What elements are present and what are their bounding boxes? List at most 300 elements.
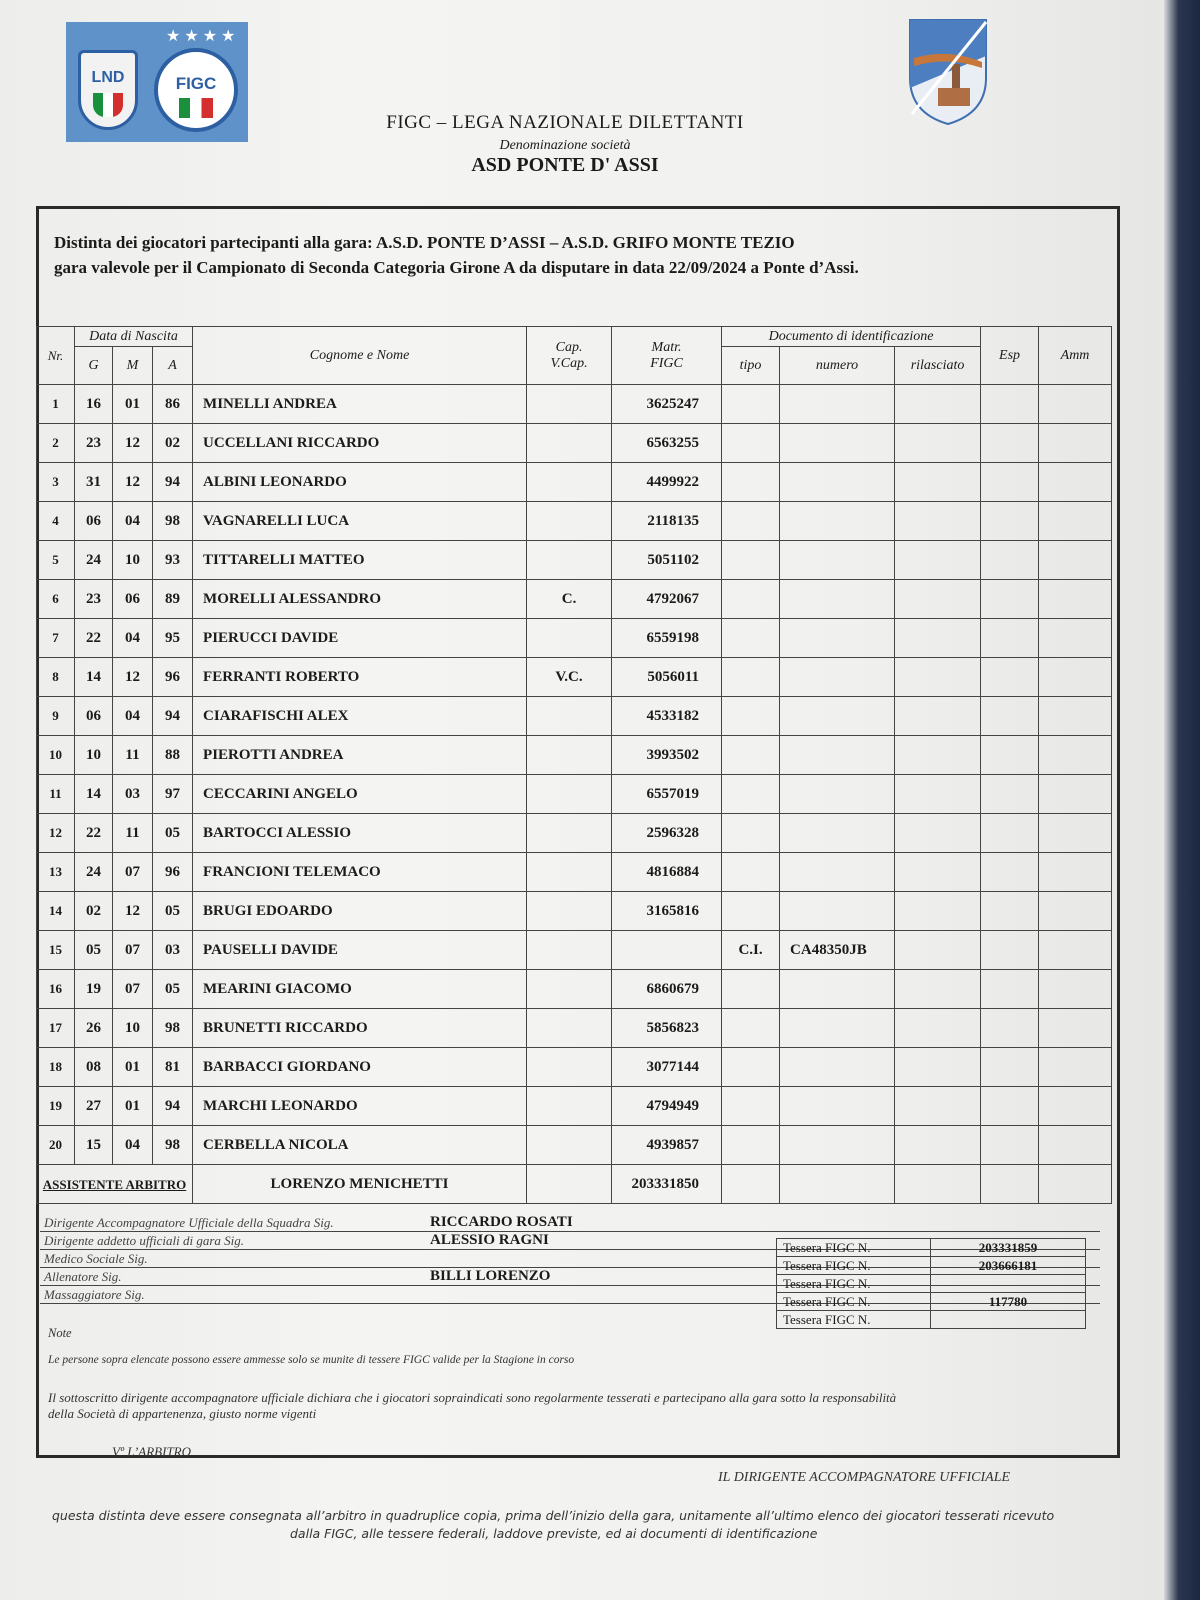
tessera-label: Tessera FIGC N. (777, 1311, 931, 1329)
player-name: PAUSELLI DAVIDE (193, 931, 527, 970)
player-nr: 1 (37, 385, 75, 424)
col-rilasciato: rilasciato (895, 347, 981, 385)
player-name: FRANCIONI TELEMACO (193, 853, 527, 892)
col-m: M (113, 347, 153, 385)
player-nr: 10 (37, 736, 75, 775)
club-crest-icon (908, 18, 988, 126)
doc-number (780, 580, 895, 619)
birth-month: 01 (113, 1087, 153, 1126)
player-nr: 20 (37, 1126, 75, 1165)
tessera-value (931, 1311, 1086, 1329)
esp-cell (981, 619, 1039, 658)
doc-issued (895, 463, 981, 502)
doc-type (722, 853, 780, 892)
doc-type (722, 775, 780, 814)
table-row (37, 502, 1112, 541)
player-matr: 4792067 (612, 580, 722, 619)
birth-month: 03 (113, 775, 153, 814)
doc-type: C.I. (722, 931, 780, 970)
assistente-name: LORENZO MENICHETTI (193, 1165, 527, 1204)
amm-cell (1039, 736, 1112, 775)
birth-year: 94 (153, 463, 193, 502)
doc-type (722, 502, 780, 541)
birth-month: 04 (113, 619, 153, 658)
birth-month: 01 (113, 1048, 153, 1087)
col-data-nascita: Data di Nascita (75, 327, 193, 347)
player-matr: 4499922 (612, 463, 722, 502)
birth-month: 07 (113, 931, 153, 970)
amm-cell (1039, 1009, 1112, 1048)
birth-month: 12 (113, 424, 153, 463)
captain-mark (527, 424, 612, 463)
player-matr: 6563255 (612, 424, 722, 463)
esp-cell (981, 775, 1039, 814)
player-nr: 5 (37, 541, 75, 580)
doc-type (722, 424, 780, 463)
doc-issued (895, 1126, 981, 1165)
amm-cell (1039, 697, 1112, 736)
staff-row (40, 1214, 1100, 1232)
tessera-value: 203666181 (931, 1257, 1086, 1275)
captain-mark (527, 1009, 612, 1048)
players-body (37, 385, 1112, 1165)
player-matr: 4794949 (612, 1087, 722, 1126)
amm-cell (1039, 970, 1112, 1009)
esp-cell (981, 580, 1039, 619)
player-name: CERBELLA NICOLA (193, 1126, 527, 1165)
doc-number (780, 970, 895, 1009)
captain-mark: V.C. (527, 658, 612, 697)
stars-icon: ★★★★ (166, 28, 240, 45)
doc-number (780, 541, 895, 580)
tessera-value (931, 1275, 1086, 1293)
col-a: A (153, 347, 193, 385)
note-label: Note (48, 1326, 72, 1340)
doc-number (780, 424, 895, 463)
tessera-row (777, 1239, 1086, 1257)
esp-cell (981, 658, 1039, 697)
birth-day: 22 (75, 814, 113, 853)
staff-value: RICCARDO ROSATI (430, 1214, 573, 1230)
birth-day: 24 (75, 853, 113, 892)
staff-label: Dirigente Accompagnatore Ufficiale della Squadra Sig. (44, 1215, 334, 1230)
player-matr: 2596328 (612, 814, 722, 853)
player-name: UCCELLANI RICCARDO (193, 424, 527, 463)
birth-day: 23 (75, 580, 113, 619)
page-edge-shadow (1164, 0, 1200, 1600)
birth-month: 04 (113, 502, 153, 541)
cap-label: Cap. (555, 339, 583, 355)
col-cap (527, 327, 612, 385)
doc-number (780, 736, 895, 775)
table-row (37, 970, 1112, 1009)
table-header-row (37, 327, 1112, 347)
birth-day: 31 (75, 463, 113, 502)
player-nr: 7 (37, 619, 75, 658)
birth-month: 10 (113, 1009, 153, 1048)
consegna-line-1: questa distinta deve essere consegnata all’arbitro in quadruplice copia, prima dell’inizio della gara, unitamente all’ultimo elenco dei giocatori tesserati ricevuto (52, 1508, 1055, 1523)
amm-cell (1039, 502, 1112, 541)
esp-cell (981, 1126, 1039, 1165)
doc-issued (895, 775, 981, 814)
table-row (37, 814, 1112, 853)
doc-issued (895, 658, 981, 697)
doc-type (722, 814, 780, 853)
doc-type (722, 892, 780, 931)
table-row (37, 1009, 1112, 1048)
birth-year: 05 (153, 814, 193, 853)
doc-number (780, 463, 895, 502)
player-name: BARBACCI GIORDANO (193, 1048, 527, 1087)
esp-cell (981, 892, 1039, 931)
esp-cell (981, 385, 1039, 424)
birth-day: 06 (75, 697, 113, 736)
player-nr: 16 (37, 970, 75, 1009)
player-matr: 4533182 (612, 697, 722, 736)
doc-type (722, 541, 780, 580)
tessere-table (776, 1238, 1086, 1329)
player-name: PIEROTTI ANDREA (193, 736, 527, 775)
doc-issued (895, 814, 981, 853)
captain-mark (527, 814, 612, 853)
table-row (37, 853, 1112, 892)
captain-mark: C. (527, 580, 612, 619)
doc-issued (895, 853, 981, 892)
col-tipo: tipo (722, 347, 780, 385)
player-nr: 13 (37, 853, 75, 892)
birth-day: 24 (75, 541, 113, 580)
player-matr: 5856823 (612, 1009, 722, 1048)
esp-cell (981, 1009, 1039, 1048)
player-matr: 6860679 (612, 970, 722, 1009)
amm-cell (1039, 1048, 1112, 1087)
player-matr: 3625247 (612, 385, 722, 424)
staff-value: BILLI LORENZO (430, 1268, 551, 1284)
player-matr: 4939857 (612, 1126, 722, 1165)
birth-year: 89 (153, 580, 193, 619)
table-row (37, 658, 1112, 697)
doc-number (780, 775, 895, 814)
doc-number (780, 697, 895, 736)
doc-issued (895, 424, 981, 463)
doc-type (722, 1048, 780, 1087)
birth-year: 05 (153, 970, 193, 1009)
birth-year: 86 (153, 385, 193, 424)
doc-issued (895, 697, 981, 736)
birth-day: 22 (75, 619, 113, 658)
amm-cell (1039, 853, 1112, 892)
tessera-label: Tessera FIGC N. (777, 1257, 931, 1275)
birth-month: 06 (113, 580, 153, 619)
doc-issued (895, 736, 981, 775)
doc-number (780, 853, 895, 892)
player-matr: 5051102 (612, 541, 722, 580)
player-matr: 5056011 (612, 658, 722, 697)
birth-year: 98 (153, 502, 193, 541)
captain-mark (527, 1048, 612, 1087)
player-matr: 3077144 (612, 1048, 722, 1087)
player-name: ALBINI LEONARDO (193, 463, 527, 502)
table-row (37, 697, 1112, 736)
vcap-label: V.Cap. (550, 355, 588, 371)
amm-cell (1039, 619, 1112, 658)
col-g: G (75, 347, 113, 385)
table-row (37, 1087, 1112, 1126)
player-nr: 6 (37, 580, 75, 619)
birth-year: 95 (153, 619, 193, 658)
birth-month: 12 (113, 892, 153, 931)
birth-year: 94 (153, 697, 193, 736)
birth-day: 26 (75, 1009, 113, 1048)
birth-year: 96 (153, 853, 193, 892)
player-name: TITTARELLI MATTEO (193, 541, 527, 580)
amm-cell (1039, 658, 1112, 697)
amm-cell (1039, 931, 1112, 970)
amm-cell (1039, 1087, 1112, 1126)
player-name: BRUGI EDOARDO (193, 892, 527, 931)
player-matr: 6557019 (612, 775, 722, 814)
doc-number (780, 1087, 895, 1126)
player-nr: 17 (37, 1009, 75, 1048)
figc-text: FIGC (175, 74, 217, 93)
birth-day: 14 (75, 775, 113, 814)
player-matr: 4816884 (612, 853, 722, 892)
col-documento: Documento di identificazione (722, 327, 981, 347)
esp-cell (981, 736, 1039, 775)
doc-issued (895, 541, 981, 580)
birth-day: 08 (75, 1048, 113, 1087)
doc-type (722, 385, 780, 424)
player-name: FERRANTI ROBERTO (193, 658, 527, 697)
staff-label: Massaggiatore Sig. (44, 1287, 145, 1302)
esp-cell (981, 541, 1039, 580)
birth-month: 04 (113, 697, 153, 736)
player-nr: 2 (37, 424, 75, 463)
birth-day: 02 (75, 892, 113, 931)
doc-number (780, 619, 895, 658)
doc-number: CA48350JB (780, 931, 895, 970)
player-nr: 9 (37, 697, 75, 736)
doc-type (722, 736, 780, 775)
player-name: CECCARINI ANGELO (193, 775, 527, 814)
table-row (37, 541, 1112, 580)
player-nr: 3 (37, 463, 75, 502)
societa-name: ASD PONTE D' ASSI (471, 154, 659, 176)
player-nr: 12 (37, 814, 75, 853)
table-row (37, 619, 1112, 658)
persone-note: Le persone sopra elencate possono essere ammesse solo se munite di tessere FIGC valide per la Stagione in corso (48, 1354, 575, 1366)
birth-day: 16 (75, 385, 113, 424)
birth-year: 97 (153, 775, 193, 814)
assistente-matr: 203331850 (612, 1165, 722, 1204)
birth-month: 12 (113, 463, 153, 502)
birth-month: 04 (113, 1126, 153, 1165)
esp-cell (981, 1087, 1039, 1126)
doc-type (722, 697, 780, 736)
intro-line-1: Distinta dei giocatori partecipanti alla gara: A.S.D. PONTE D’ASSI – A.S.D. GRIFO MONTE TEZIO (54, 233, 795, 252)
captain-mark (527, 892, 612, 931)
doc-number (780, 814, 895, 853)
player-name: BRUNETTI RICCARDO (193, 1009, 527, 1048)
amm-cell (1039, 580, 1112, 619)
player-name: BARTOCCI ALESSIO (193, 814, 527, 853)
birth-year: 94 (153, 1087, 193, 1126)
table-row (37, 463, 1112, 502)
arbitro-signature-label: Vº L’ARBITRO (112, 1444, 192, 1459)
doc-type (722, 658, 780, 697)
doc-number (780, 1048, 895, 1087)
birth-year: 98 (153, 1009, 193, 1048)
birth-month: 10 (113, 541, 153, 580)
captain-mark (527, 931, 612, 970)
dichiarazione-line-1: Il sottoscritto dirigente accompagnatore ufficiale dichiara che i giocatori sopraindicati sono regolarmente tesserati e partecipano alla gara sotto la responsabilità (48, 1390, 897, 1405)
esp-cell (981, 853, 1039, 892)
player-name: MINELLI ANDREA (193, 385, 527, 424)
consegna-line-2: dalla FIGC, alle tessere federali, laddove previste, ed ai documenti di identificazione (290, 1526, 818, 1541)
amm-cell (1039, 463, 1112, 502)
col-numero: numero (780, 347, 895, 385)
amm-cell (1039, 892, 1112, 931)
amm-cell (1039, 775, 1112, 814)
birth-month: 11 (113, 814, 153, 853)
assistente-row (37, 1165, 1112, 1204)
doc-issued (895, 580, 981, 619)
birth-year: 05 (153, 892, 193, 931)
player-matr: 6559198 (612, 619, 722, 658)
captain-mark (527, 502, 612, 541)
birth-day: 23 (75, 424, 113, 463)
player-nr: 11 (37, 775, 75, 814)
birth-day: 14 (75, 658, 113, 697)
doc-type (722, 970, 780, 1009)
birth-month: 11 (113, 736, 153, 775)
birth-day: 10 (75, 736, 113, 775)
doc-number (780, 1009, 895, 1048)
player-name: VAGNARELLI LUCA (193, 502, 527, 541)
table-row (37, 1126, 1112, 1165)
captain-mark (527, 619, 612, 658)
table-row (37, 736, 1112, 775)
staff-label: Dirigente addetto ufficiali di gara Sig. (44, 1233, 245, 1248)
birth-year: 81 (153, 1048, 193, 1087)
table-row (37, 1048, 1112, 1087)
esp-cell (981, 931, 1039, 970)
col-esp: Esp (981, 327, 1039, 385)
tessera-row (777, 1293, 1086, 1311)
doc-issued (895, 385, 981, 424)
lnd-text: LND (91, 69, 125, 86)
birth-month: 07 (113, 853, 153, 892)
captain-mark (527, 1087, 612, 1126)
doc-number (780, 892, 895, 931)
player-nr: 15 (37, 931, 75, 970)
birth-year: 88 (153, 736, 193, 775)
player-name: MEARINI GIACOMO (193, 970, 527, 1009)
dichiarazione-line-2: della Società di appartenenza, giusto norme vigenti (48, 1406, 317, 1421)
col-amm: Amm (1039, 327, 1112, 385)
table-row (37, 424, 1112, 463)
doc-type (722, 1087, 780, 1126)
assistente-label: ASSISTENTE ARBITRO (37, 1165, 193, 1204)
esp-cell (981, 1048, 1039, 1087)
birth-year: 93 (153, 541, 193, 580)
birth-year: 02 (153, 424, 193, 463)
doc-issued (895, 1048, 981, 1087)
birth-month: 01 (113, 385, 153, 424)
player-name: MORELLI ALESSANDRO (193, 580, 527, 619)
figc-label: FIGC (650, 355, 683, 371)
amm-cell (1039, 385, 1112, 424)
birth-month: 07 (113, 970, 153, 1009)
player-nr: 4 (37, 502, 75, 541)
player-name: MARCHI LEONARDO (193, 1087, 527, 1126)
doc-issued (895, 970, 981, 1009)
player-matr (612, 931, 722, 970)
captain-mark (527, 736, 612, 775)
doc-issued (895, 502, 981, 541)
birth-year: 98 (153, 1126, 193, 1165)
captain-mark (527, 853, 612, 892)
player-nr: 8 (37, 658, 75, 697)
tessera-row (777, 1257, 1086, 1275)
player-name: CIARAFISCHI ALEX (193, 697, 527, 736)
intro-line-2: gara valevole per il Campionato di Seconda Categoria Girone A da disputare in data 22/09/2024 a Ponte d’Assi. (54, 258, 859, 277)
player-matr: 3165816 (612, 892, 722, 931)
doc-type (722, 619, 780, 658)
birth-day: 15 (75, 1126, 113, 1165)
esp-cell (981, 502, 1039, 541)
birth-day: 06 (75, 502, 113, 541)
doc-type (722, 580, 780, 619)
tessera-label: Tessera FIGC N. (777, 1275, 931, 1293)
doc-number (780, 502, 895, 541)
col-matr (612, 327, 722, 385)
captain-mark (527, 385, 612, 424)
col-nr: Nr. (37, 327, 75, 385)
player-name: PIERUCCI DAVIDE (193, 619, 527, 658)
captain-mark (527, 970, 612, 1009)
org-title: FIGC – LEGA NAZIONALE DILETTANTI (386, 112, 744, 133)
player-nr: 14 (37, 892, 75, 931)
doc-type (722, 1126, 780, 1165)
esp-cell (981, 463, 1039, 502)
birth-day: 05 (75, 931, 113, 970)
amm-cell (1039, 541, 1112, 580)
doc-issued (895, 1087, 981, 1126)
table-row (37, 580, 1112, 619)
amm-cell (1039, 424, 1112, 463)
doc-issued (895, 1009, 981, 1048)
captain-mark (527, 541, 612, 580)
tessera-label: Tessera FIGC N. (777, 1239, 931, 1257)
matr-label: Matr. (651, 339, 682, 355)
doc-number (780, 658, 895, 697)
doc-issued (895, 892, 981, 931)
captain-mark (527, 697, 612, 736)
birth-day: 27 (75, 1087, 113, 1126)
table-row (37, 775, 1112, 814)
staff-label: Allenatore Sig. (44, 1269, 122, 1284)
birth-day: 19 (75, 970, 113, 1009)
tessera-row (777, 1311, 1086, 1329)
esp-cell (981, 814, 1039, 853)
amm-cell (1039, 814, 1112, 853)
player-matr: 2118135 (612, 502, 722, 541)
staff-value: ALESSIO RAGNI (430, 1232, 549, 1248)
col-cognome-nome: Cognome e Nome (193, 327, 527, 385)
captain-mark (527, 463, 612, 502)
doc-number (780, 385, 895, 424)
